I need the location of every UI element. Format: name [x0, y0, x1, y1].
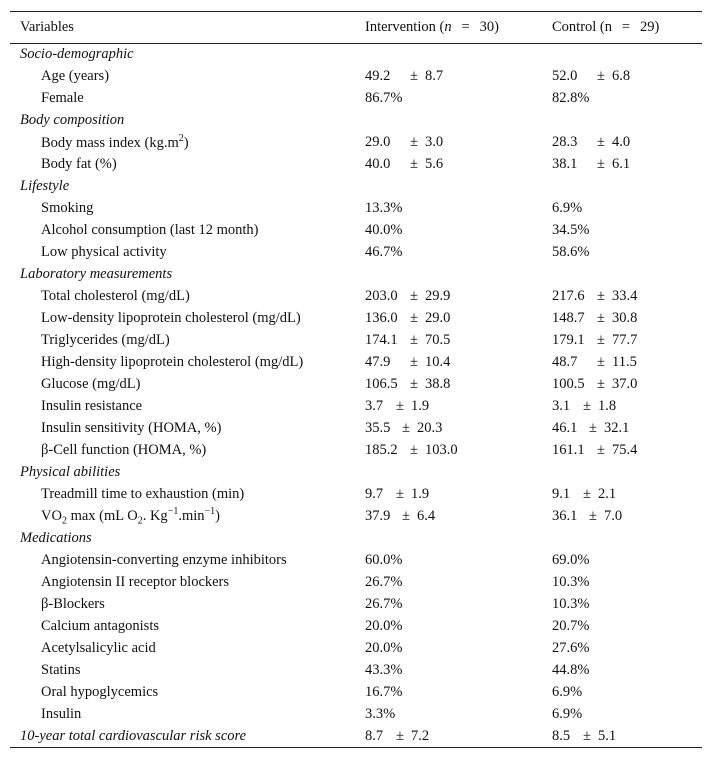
row-label: Glucose (mg/dL): [41, 376, 141, 392]
control-value: 217.6 ± 33.4: [552, 288, 638, 304]
intervention-value: 203.0 ± 29.9: [365, 288, 451, 304]
table-row: [10, 66, 702, 88]
intervention-value: 26.7%: [365, 596, 403, 612]
intervention-value: 49.2 ± 8.7: [365, 68, 444, 84]
row-label: Smoking: [41, 200, 94, 216]
section-row: [10, 176, 702, 198]
control-value: 6.9%: [552, 200, 583, 216]
row-label: Insulin resistance: [41, 398, 143, 414]
row-label: Female: [41, 90, 84, 106]
control-value: 10.3%: [552, 596, 590, 612]
intervention-value: 47.9 ± 10.4: [365, 354, 451, 370]
control-value: 34.5%: [552, 222, 590, 238]
intervention-value: 20.0%: [365, 618, 403, 634]
intervention-value: 37.9 ± 6.4: [365, 508, 436, 524]
control-value: 48.7 ± 11.5: [552, 354, 637, 370]
row-label: Acetylsalicylic acid: [41, 640, 156, 656]
table-row: [10, 484, 702, 506]
row-label: $VO_2$ max (mL $O_2$. $Kg^{-1}.\min^{-1}$): [41, 506, 220, 527]
row-label: Angiotensin-converting enzyme inhibitors: [41, 552, 287, 568]
intervention-value: 8.7 ± 7.2: [365, 727, 430, 744]
control-value: 38.1 ± 6.1: [552, 156, 631, 172]
table-header-row: [10, 12, 702, 44]
row-label: Total cholesterol (mg/dL): [41, 288, 190, 304]
table-row: [10, 352, 702, 374]
row-label: Age (years): [41, 68, 110, 84]
table-row: [10, 242, 702, 264]
control-value: 100.5 ± 37.0: [552, 376, 638, 392]
row-label: Triglycerides (mg/dL): [41, 332, 170, 348]
control-value: 9.1 ± 2.1: [552, 486, 617, 502]
table-row: [10, 154, 702, 176]
intervention-value: 136.0 ± 29.0: [365, 310, 451, 326]
row-label: Statins: [41, 662, 81, 678]
row-label: Low physical activity: [41, 244, 167, 260]
table-row: [10, 374, 702, 396]
control-value: 3.1 ± 1.8: [552, 398, 617, 414]
control-value: 27.6%: [552, 640, 590, 656]
baseline-characteristics-table: [10, 11, 702, 748]
table-row: [10, 594, 702, 616]
section-body-composition: Body composition: [20, 112, 125, 128]
table-row: [10, 286, 702, 308]
control-value: 36.1 ± 7.0: [552, 508, 623, 524]
header-variables: Variables: [20, 19, 74, 35]
intervention-value: 16.7%: [365, 684, 403, 700]
table-row: [10, 660, 702, 682]
intervention-value: 40.0 ± 5.6: [365, 156, 444, 172]
intervention-value: 185.2 ± 103.0: [365, 442, 458, 458]
table-row: [10, 704, 702, 726]
row-label: Low-density lipoprotein cholesterol (mg/dL): [41, 310, 301, 326]
row-label: Angiotensin II receptor blockers: [41, 574, 230, 590]
control-value: 8.5 ± 5.1: [552, 727, 617, 744]
control-value: 161.1 ± 75.4: [552, 442, 638, 458]
control-value: 52.0 ± 6.8: [552, 68, 631, 84]
intervention-value: 35.5 ± 20.3: [365, 420, 443, 436]
control-value: 148.7 ± 30.8: [552, 310, 638, 326]
intervention-value: 20.0%: [365, 640, 403, 656]
table-row: [10, 440, 702, 462]
table-row: [10, 682, 702, 704]
header-intervention: Intervention (n = 30): [365, 19, 499, 35]
table-row: [10, 638, 702, 660]
intervention-value: 106.5 ± 38.8: [365, 376, 451, 392]
control-value: 58.6%: [552, 244, 590, 260]
intervention-value: 174.1 ± 70.5: [365, 332, 451, 348]
table-row: [10, 220, 702, 242]
intervention-value: 29.0 ± 3.0: [365, 134, 444, 150]
row-label: High-density lipoprotein cholesterol (mg/dL): [41, 354, 304, 370]
table-row: [10, 726, 702, 748]
control-value: 6.9%: [552, 684, 583, 700]
section-medications: Medications: [20, 530, 92, 546]
control-value: 44.8%: [552, 662, 590, 678]
intervention-value: 60.0%: [365, 552, 403, 568]
row-label: Oral hypoglycemics: [41, 684, 159, 700]
intervention-value: 43.3%: [365, 662, 403, 678]
row-label: Calcium antagonists: [41, 618, 159, 634]
intervention-value: 26.7%: [365, 574, 403, 590]
row-label: Treadmill time to exhaustion (min): [41, 486, 245, 502]
table-row: [10, 198, 702, 220]
section-row: [10, 462, 702, 484]
header-control: Control (n = 29): [552, 19, 660, 35]
baseline-characteristics-table-container: [10, 11, 702, 748]
section-row: [10, 528, 702, 550]
section-row: [10, 44, 702, 66]
control-value: 10.3%: [552, 574, 590, 590]
table-row: [10, 616, 702, 638]
control-value: 82.8%: [552, 90, 590, 106]
table-row: [10, 506, 702, 528]
control-value: 20.7%: [552, 618, 590, 634]
control-value: 179.1 ± 77.7: [552, 332, 638, 348]
row-label: Body mass index $(kg.m^2)$: [41, 133, 189, 151]
section-row: [10, 264, 702, 286]
section-socio-demographic: Socio-demographic: [20, 46, 134, 63]
table-row: [10, 572, 702, 594]
intervention-value: 9.7 ± 1.9: [365, 486, 430, 502]
table-row: [10, 396, 702, 418]
intervention-value: 40.0%: [365, 222, 403, 238]
section-row: [10, 110, 702, 132]
control-value: 6.9%: [552, 706, 583, 722]
section-lifestyle: Lifestyle: [20, 178, 70, 194]
row-label: Alcohol consumption (last 12 month): [41, 222, 259, 238]
table-row: [10, 88, 702, 110]
section-cardiovascular-risk-score: 10-year total cardiovascular risk score: [20, 727, 247, 744]
intervention-value: 46.7%: [365, 244, 403, 260]
intervention-value: 3.7 ± 1.9: [365, 398, 430, 414]
section-physical-abilities: Physical abilities: [20, 464, 121, 480]
intervention-value: 3.3%: [365, 706, 396, 722]
control-value: 46.1 ± 32.1: [552, 420, 630, 436]
section-laboratory: Laboratory measurements: [20, 266, 173, 282]
row-label: β-Blockers: [41, 596, 105, 612]
intervention-value: 13.3%: [365, 200, 403, 216]
row-label: Insulin: [41, 706, 82, 722]
table-row: [10, 418, 702, 440]
row-label: β-Cell function (HOMA, %): [41, 442, 207, 458]
table-row: [10, 308, 702, 330]
table-row: [10, 550, 702, 572]
control-value: 69.0%: [552, 552, 590, 568]
row-label: Body fat (%): [41, 156, 117, 172]
table-row: [10, 132, 702, 154]
row-label: Insulin sensitivity (HOMA, %): [41, 420, 222, 436]
control-value: 28.3 ± 4.0: [552, 134, 631, 150]
intervention-value: 86.7%: [365, 90, 403, 106]
table-row: [10, 330, 702, 352]
